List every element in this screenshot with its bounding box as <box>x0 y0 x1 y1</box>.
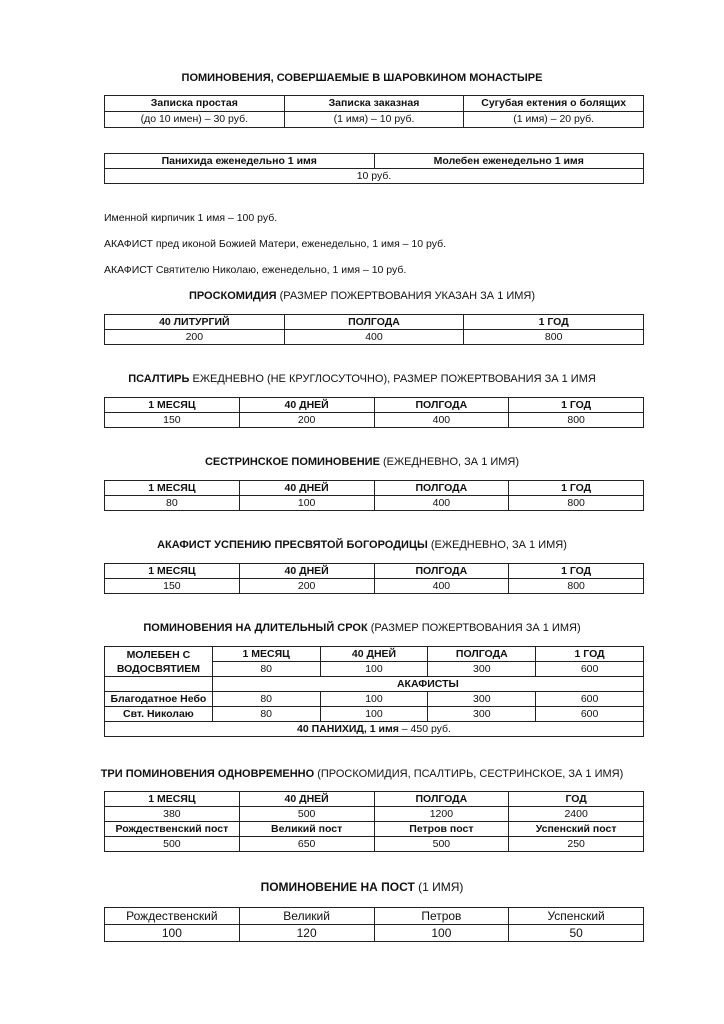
svt-nikolayu-label: Свт. Николаю <box>105 707 213 722</box>
psaltir-value-2: 200 <box>239 413 374 428</box>
panikhid-row: 40 ПАНИХИД, 1 имя – 450 руб. <box>105 722 644 737</box>
weekly-table <box>104 153 644 184</box>
tri-post-value-2: 650 <box>239 837 374 852</box>
psaltir-header-3: ПОЛГОДА <box>374 398 509 413</box>
notes-table <box>104 95 644 128</box>
tri-value-4: 2400 <box>509 807 644 822</box>
tri-value-1: 380 <box>105 807 240 822</box>
blagodatnoe-value-2: 100 <box>320 692 428 707</box>
psaltir-header-2: 40 ДНЕЙ <box>239 398 374 413</box>
psaltir-value-4: 800 <box>509 413 644 428</box>
akafist-uspeniyu-header-3: ПОЛГОДА <box>374 564 509 579</box>
table1-price-1: (до 10 имен) – 30 руб. <box>105 112 285 128</box>
blagodatnoe-value-4: 600 <box>536 692 644 707</box>
tri-header-3: ПОЛГОДА <box>374 792 509 807</box>
post-title: ПОМИНОВЕНИЕ НА ПОСТ (1 ИМЯ) <box>260 880 464 894</box>
dlitelny-header-1: 1 МЕСЯЦ <box>212 647 320 662</box>
moleben-value-1: 80 <box>212 662 320 677</box>
table1-header-1: Записка простая <box>105 96 285 112</box>
tri-post-header-3: Петров пост <box>374 822 509 837</box>
table1-header-2: Записка заказная <box>284 96 464 112</box>
tri-post-header-1: Рождественский пост <box>105 822 240 837</box>
psaltir-title: ПСАЛТИРЬ ЕЖЕДНЕВНО (НЕ КРУГЛОСУТОЧНО), РАЗМЕР ПОЖЕРТВОВАНИЯ ЗА 1 ИМЯ <box>128 373 596 385</box>
psaltir-header-1: 1 МЕСЯЦ <box>105 398 240 413</box>
akafist-uspeniyu-value-3: 400 <box>374 579 509 594</box>
tri-value-2: 500 <box>239 807 374 822</box>
sestrinskoe-header-3: ПОЛГОДА <box>374 481 509 496</box>
akafist-uspeniyu-header-4: 1 ГОД <box>509 564 644 579</box>
table2-header-2: Молебен еженедельно 1 имя <box>374 154 644 169</box>
nikolayu-value-2: 100 <box>320 707 428 722</box>
post-value-4: 50 <box>509 925 644 942</box>
nikolayu-value-4: 600 <box>536 707 644 722</box>
sestrinskoe-value-1: 80 <box>105 496 240 511</box>
akafist-uspeniyu-value-4: 800 <box>509 579 644 594</box>
akafist-uspeniyu-table <box>104 563 644 594</box>
post-value-3: 100 <box>374 925 509 942</box>
blagodatnoe-nebo-label: Благодатное Небо <box>105 692 213 707</box>
line-akafist-bm: АКАФИСТ пред иконой Божией Матери, еженедельно, 1 имя – 10 руб. <box>104 238 447 250</box>
tri-post-header-2: Великий пост <box>239 822 374 837</box>
tri-header-1: 1 МЕСЯЦ <box>105 792 240 807</box>
dlitelny-header-3: ПОЛГОДА <box>428 647 536 662</box>
post-header-2: Великий <box>239 908 374 925</box>
sestrinskoe-title: СЕСТРИНСКОЕ ПОМИНОВЕНИЕ (ЕЖЕДНЕВНО, ЗА 1 ИМЯ) <box>204 456 520 468</box>
post-header-3: Петров <box>374 908 509 925</box>
tri-header-4: ГОД <box>509 792 644 807</box>
tri-header-2: 40 ДНЕЙ <box>239 792 374 807</box>
akafisty-label: АКАФИСТЫ <box>212 677 643 692</box>
line-kirpichik: Именной кирпичик 1 имя – 100 руб. <box>104 212 278 224</box>
proskomidia-header-1: 40 ЛИТУРГИЙ <box>105 315 285 330</box>
tri-post-value-4: 250 <box>509 837 644 852</box>
blagodatnoe-value-3: 300 <box>428 692 536 707</box>
moleben-label: МОЛЕБЕН С ВОДОСВЯТИЕМ <box>105 647 213 677</box>
table1-header-3: Сугубая ектения о болящих <box>464 96 644 112</box>
tri-post-header-4: Успенский пост <box>509 822 644 837</box>
post-value-2: 120 <box>239 925 374 942</box>
akafist-uspeniyu-value-2: 200 <box>239 579 374 594</box>
proskomidia-header-3: 1 ГОД <box>464 315 644 330</box>
main-title: ПОМИНОВЕНИЯ, СОВЕРШАЕМЫЕ В ШАРОВКИНОМ МОНАСТЫРЕ <box>181 72 543 84</box>
psaltir-value-1: 150 <box>105 413 240 428</box>
table2-header-1: Панихида еженедельно 1 имя <box>105 154 375 169</box>
akafist-uspeniyu-header-2: 40 ДНЕЙ <box>239 564 374 579</box>
akafist-uspeniyu-value-1: 150 <box>105 579 240 594</box>
psaltir-value-3: 400 <box>374 413 509 428</box>
akafist-uspeniyu-title: АКАФИСТ УСПЕНИЮ ПРЕСВЯТОЙ БОГОРОДИЦЫ (ЕЖЕДНЕВНО, ЗА 1 ИМЯ) <box>157 539 567 551</box>
post-header-1: Рождественский <box>105 908 240 925</box>
sestrinskoe-value-2: 100 <box>239 496 374 511</box>
table2-price: 10 руб. <box>105 169 644 184</box>
dlitelny-table <box>104 646 644 737</box>
tri-table <box>104 791 644 852</box>
akafist-uspeniyu-header-1: 1 МЕСЯЦ <box>105 564 240 579</box>
table1-price-3: (1 имя) – 20 руб. <box>464 112 644 128</box>
psaltir-header-4: 1 ГОД <box>509 398 644 413</box>
post-table <box>104 907 644 942</box>
post-header-4: Успенский <box>509 908 644 925</box>
dlitelny-header-4: 1 ГОД <box>536 647 644 662</box>
proskomidia-value-1: 200 <box>105 330 285 345</box>
sestrinskoe-table <box>104 480 644 511</box>
moleben-value-3: 300 <box>428 662 536 677</box>
sestrinskoe-value-3: 400 <box>374 496 509 511</box>
table1-price-2: (1 имя) – 10 руб. <box>284 112 464 128</box>
sestrinskoe-value-4: 800 <box>509 496 644 511</box>
blagodatnoe-value-1: 80 <box>212 692 320 707</box>
sestrinskoe-header-1: 1 МЕСЯЦ <box>105 481 240 496</box>
proskomidia-header-2: ПОЛГОДА <box>284 315 464 330</box>
proskomidia-title: ПРОСКОМИДИЯ (РАЗМЕР ПОЖЕРТВОВАНИЯ УКАЗАН ЗА 1 ИМЯ) <box>188 290 536 302</box>
nikolayu-value-3: 300 <box>428 707 536 722</box>
tri-title: ТРИ ПОМИНОВЕНИЯ ОДНОВРЕМЕННО (ПРОСКОМИДИЯ, ПСАЛТИРЬ, СЕСТРИНСКОЕ, ЗА 1 ИМЯ) <box>100 768 624 780</box>
psaltir-table <box>104 397 644 428</box>
proskomidia-value-2: 400 <box>284 330 464 345</box>
moleben-value-2: 100 <box>320 662 428 677</box>
dlitelny-header-2: 40 ДНЕЙ <box>320 647 428 662</box>
tri-value-3: 1200 <box>374 807 509 822</box>
tri-post-value-1: 500 <box>105 837 240 852</box>
moleben-value-4: 600 <box>536 662 644 677</box>
tri-post-value-3: 500 <box>374 837 509 852</box>
line-akafist-nikolayu: АКАФИСТ Святителю Николаю, еженедельно, 1 имя – 10 руб. <box>104 264 407 276</box>
nikolayu-value-1: 80 <box>212 707 320 722</box>
proskomidia-table <box>104 314 644 345</box>
proskomidia-value-3: 800 <box>464 330 644 345</box>
sestrinskoe-header-2: 40 ДНЕЙ <box>239 481 374 496</box>
dlitelny-title: ПОМИНОВЕНИЯ НА ДЛИТЕЛЬНЫЙ СРОК (РАЗМЕР ПОЖЕРТВОВАНИЯ ЗА 1 ИМЯ) <box>143 622 581 634</box>
sestrinskoe-header-4: 1 ГОД <box>509 481 644 496</box>
post-value-1: 100 <box>105 925 240 942</box>
